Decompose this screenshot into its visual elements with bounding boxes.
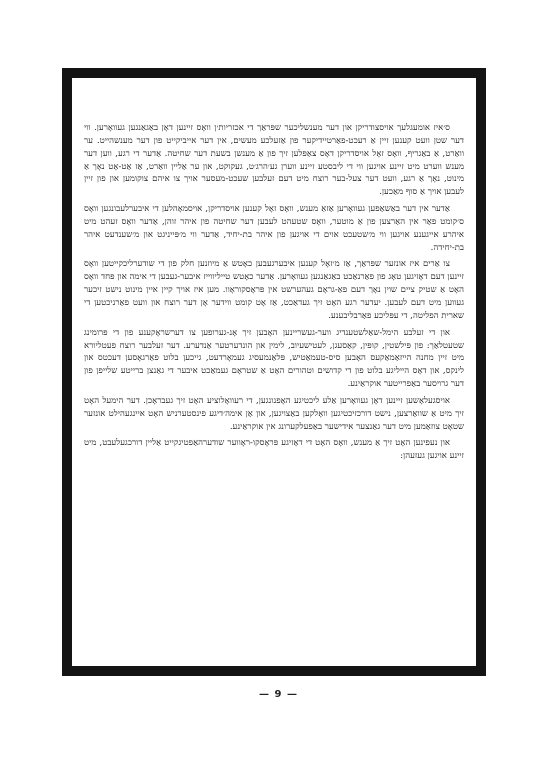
paragraph: צו אַרים איז אונזער שפּראַך, אַז מ׳זאָל קענען איבערגעבען כאָטש אַ מיוזנען חלק פון די שודערליכקייטען וואָס זיינען דעם דאָזיגען טאָג פון פאַרנאַכט באַגאַנגען געוואָרען. אַדער כאָטש טייליווייז איבער-געבען די אימה און פּחד וואָס האָט אַ שטיק ציים שוין נאָך דעם פאַ-גראָם געהערשט אין פּראָסקוראָוו. מען איז אויך קיין איין מינוט נישט זיכער געווען מיט דעם לעבען. יעדער רגע האָט זיך געדאַכט, אַז אָט קומט ווידער אָן דער רוצח און וועט פאַרניכטען די שארית הפליטה, די עפּליכע פאַרבליבענע. bbox=[84, 259, 464, 321]
paragraph: און נעפינען האָט זיך אַ מענש, וואָס האָט די דאָזיגע פּראָסקו-ראָווער שודערהאַפטיגקייט אַליין דורכגעלעבט, מיט זיינע אויגען געזעהן: bbox=[84, 438, 464, 462]
paragraph: אויסגעלאָשען זיינען דאָן געוואָרען אַלע ליכטיגע האָפנונגען, די רעוואָלוציע האָט זיך געבראָכן. דער הימעל האָט זיך מיט אַ שוואַרצען, נישט דורכזיכטיגען וואָלקען באַצויגען, און אַן אימה׳דיגע פינסטערניש האָט איינגעהילט אונזער שטאָט צוזאַמען מיט דער גאַנצער אידישער באַפעלקערונג אין אוקראַינע. bbox=[84, 395, 464, 432]
page-number: — 9 — bbox=[259, 689, 298, 700]
paragraph: ס׳איז אומעגלעך אויסצודריקן און דער מענשליכער שפּראַך די אכזריות׳ן וואָס זיינען דאָן באַגאַנגען געוואָרען. ווי דער שטן וועט קענען זיין אַ רעכט-פאַרטיידיקער פון אַזעלכע מעשים, אין דער אייביקייט פון דער מענשהייט. ער וואַרט, אַ באַגריף, וואָס זאָל אויסדריקן דאָס צאַפּלען זיך פון אַ מענשן בשעת דער שחיטה. אַדער די רגע, ווען דער מענש ווערט מיט זיינע אויגען ווי די ליבסטע זיינע ווערן גע׳הרג׳ט, געקוקט, און ער אַליין וואַרט, אַז אַט-אָט נאָך אַ מינוט, נאָך אַ רגע, וועט דער צעל-בער רוצח מיט דעם זעלבען שעכט-מעסער אויך צו איהם צוקומען און פון זיין לעבען אויך אַ סוף מאַכען. bbox=[84, 123, 464, 198]
paragraph: אַדער אין דער באַשאַפען געוואָרען אַזאַ מענש, וואָס זאָל קענען אויסדריקן, אויסמאָהלען די איבערלעבונגען וואָס ס׳קומט פאַר אין האַרצען פון אַ מוטער, וואָס שטעהט לעבען דער שחיטה פון איהר זוהן, אַדער וואָס זעהט מיט איהרע אייגענע אויגען ווי מ׳שטעכט אוים די אויגען פון איהר בת-יחיד, אַדער ווי מ׳פּייניגט און מ׳שענדעט איהר בת-יחידה. bbox=[84, 204, 464, 253]
body-text bbox=[84, 122, 464, 626]
paragraph: און די זעלבע הימל-שאַלשטענדיג ווער-געשריינען האָבען זיך אָנ-גערופען צו דערשראָקענע פון די פּרומינג שטעטלאַך: פון פּילשטין, קופּין, קאַסעגן, לעטישעיוב, לימין און הונדערטער אַנדערע. דער זעלבער רוצח פעטליורא מיט זיין מחנה הייזאַמאַקעס האָבען סיס-טעמאַטיש, פּלאַנמעסיג געמאָרדעט, גייכען בלוט פאַרגאָסען דעכטס און לינקס, און דאָס הייליגע בלוט פון די קדושים וטהורים האָט אַ שטראָם געמאַכט איבער די גאַנצן ברייטע שלייפן פון דער גרויסער באַפרייטער אוקראַינע. bbox=[84, 327, 464, 390]
